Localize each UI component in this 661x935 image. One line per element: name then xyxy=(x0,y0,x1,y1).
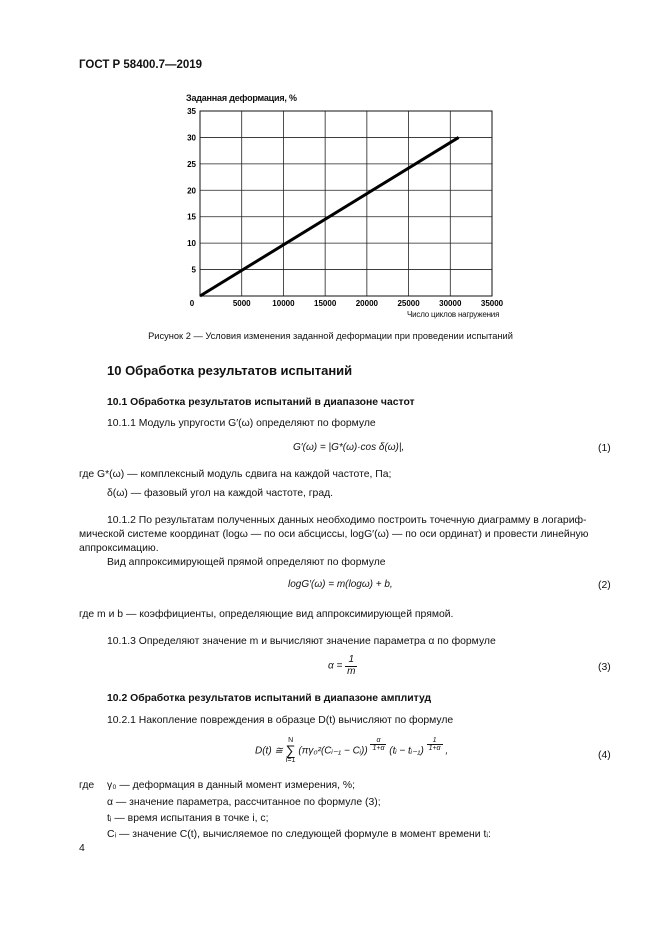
where-label: где xyxy=(79,780,95,791)
equation-4-lhs: D(t) ≅ xyxy=(255,745,283,757)
equation-4-body: (πγ₀²(Cᵢ₋₁ − Cᵢ)) xyxy=(298,745,368,757)
sigma-icon: ∑ xyxy=(285,742,296,759)
x-tick-label: 15000 xyxy=(314,299,337,308)
y-tick-label: 15 xyxy=(187,212,196,222)
equation-4-number: (4) xyxy=(598,750,611,761)
equation-2-number: (2) xyxy=(598,580,611,591)
section-10-title: 10 Обработка результатов испытаний xyxy=(107,363,353,378)
paragraph-10-1-2-line4: Вид аппроксимирующей прямой определяют по формуле xyxy=(107,557,386,568)
equation-1-number: (1) xyxy=(598,443,611,454)
equation-4-exponent-1 xyxy=(370,737,386,753)
y-tick-label: 20 xyxy=(187,186,196,196)
figure-caption: Рисунок 2 — Условия изменения заданной деформации при проведении испытаний xyxy=(148,331,513,341)
x-tick-label: 20000 xyxy=(355,299,378,308)
equation-4-tail: , xyxy=(445,745,449,757)
paragraph-10-1-1: 10.1.1 Модуль упругости G′(ω) определяют по формуле xyxy=(107,418,376,429)
equation-3-number: (3) xyxy=(598,662,611,673)
equation-4-middle: (tᵢ − tᵢ₋₁) xyxy=(389,745,424,757)
section-10-2-title: 10.2 Обработка результатов испытаний в диапазоне амплитуд xyxy=(107,693,432,704)
where-ci: Cᵢ — значение C(t), вычисляемое по следующей формуле в момент времени tᵢ: xyxy=(107,829,491,840)
equation-4-exponent-1-top: α xyxy=(370,737,386,745)
x-tick-label: 25000 xyxy=(397,299,420,308)
paragraph-10-1-3: 10.1.3 Определяют значение m и вычисляют значение параметра α по формуле xyxy=(107,636,496,647)
where-m-b: где m и b — коэффициенты, определяющие вид аппроксимирующей прямой. xyxy=(79,609,454,620)
chart-y-axis-label: Заданная деформация, % xyxy=(186,93,297,103)
x-tick-label: 5000 xyxy=(232,299,251,308)
y-tick-label: 10 xyxy=(187,239,196,249)
where-delta: δ(ω) — фазовый угол на каждой частоте, град. xyxy=(107,488,334,499)
equation-4 xyxy=(255,737,448,764)
x-tick-label: 10000 xyxy=(272,299,295,308)
equation-3 xyxy=(328,655,357,677)
equation-4-exponent-1-bottom: 1+α xyxy=(372,745,385,753)
equation-3-numerator: 1 xyxy=(345,655,357,667)
equation-4-exponent-2-top: 1 xyxy=(427,737,443,745)
chart-x-axis-label: Число циклов нагружения xyxy=(407,310,500,319)
equation-3-denominator: m xyxy=(347,665,356,677)
equation-4-exponent-2-bottom: 1+α xyxy=(428,745,441,753)
equation-4-sum-lower: i=1 xyxy=(285,756,296,764)
x-tick-label: 30000 xyxy=(439,299,462,308)
equation-4-sum-upper: N xyxy=(288,737,294,744)
y-tick-label: 35 xyxy=(187,107,196,116)
where-alpha: α — значение параметра, рассчитанное по формуле (3); xyxy=(107,797,381,808)
y-tick-label: 25 xyxy=(187,159,196,169)
equation-1: G′(ω) = |G*(ω)·cos δ(ω)|, xyxy=(293,442,405,453)
y-tick-label: 30 xyxy=(187,133,196,143)
standard-header: ГОСТ Р 58400.7—2019 xyxy=(79,59,203,71)
where-ti: tᵢ — время испытания в точке i, с; xyxy=(107,813,269,824)
paragraph-10-1-2-line2: мической системе координат (logω — по оси абсциссы, logG′(ω) — по оси ординат) и провести линейную xyxy=(79,529,589,540)
equation-4-exponent-2 xyxy=(427,737,443,753)
equation-4-sum xyxy=(286,737,296,764)
equation-2: logG′(ω) = m(logω) + b, xyxy=(288,579,393,590)
paragraph-10-1-2-line3: аппроксимацию. xyxy=(79,543,159,554)
equation-3-lhs: α = xyxy=(328,660,343,672)
where-gamma0: γ₀ — деформация в данный момент измерения, %; xyxy=(107,780,356,791)
equation-3-fraction xyxy=(345,655,357,677)
section-10-1-title: 10.1 Обработка результатов испытаний в диапазоне частот xyxy=(107,397,415,408)
paragraph-10-1-2-line1: 10.1.2 По результатам полученных данных необходимо построить точечную диаграмму в логариф- xyxy=(107,515,587,526)
where-g-star: где G*(ω) — комплексный модуль сдвига на каждой частоте, Па; xyxy=(79,469,392,480)
deformation-chart xyxy=(175,100,515,315)
paragraph-10-2-1: 10.2.1 Накопление повреждения в образце D(t) вычисляют по формуле xyxy=(107,715,454,726)
x-tick-label: 0 xyxy=(189,299,195,308)
page-number: 4 xyxy=(79,843,85,854)
x-tick-label: 35000 xyxy=(480,299,504,308)
y-tick-label: 5 xyxy=(191,265,196,275)
